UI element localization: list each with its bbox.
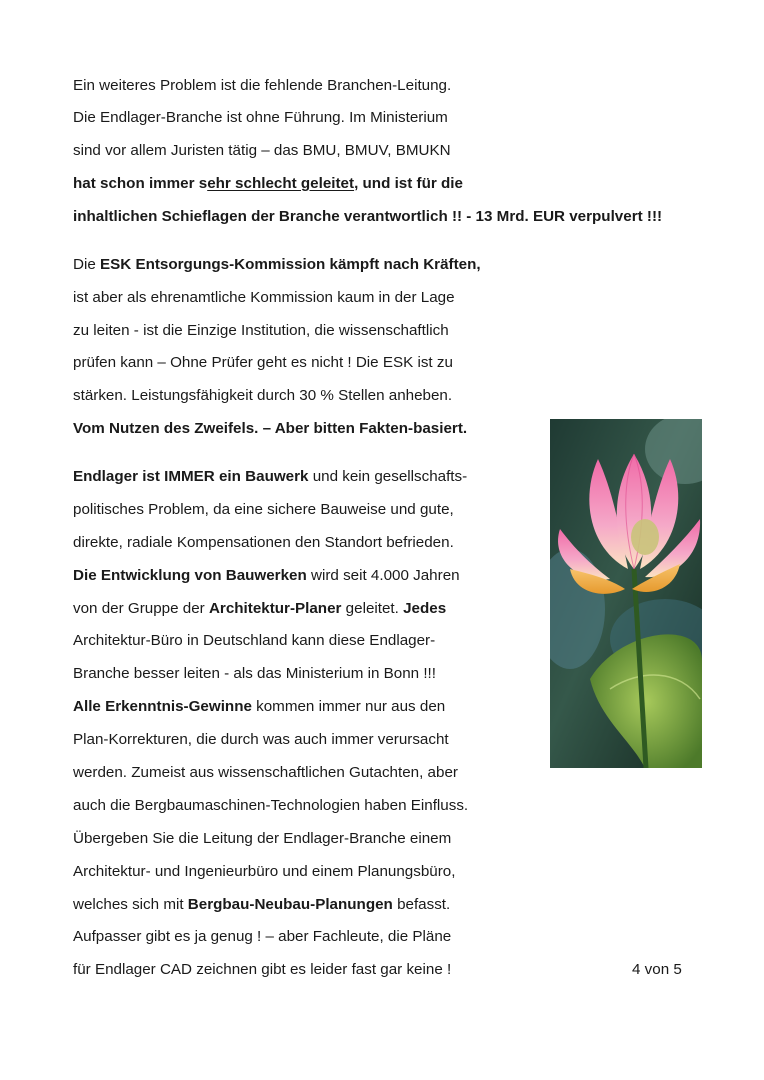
bold-text: Bergbau-Neubau-Planungen [187, 896, 393, 913]
text-line [73, 255, 481, 275]
bold-text: Jedes [403, 600, 447, 617]
text-run: welches sich mit [73, 896, 188, 913]
text-line: politisches Problem, da eine sichere Bauweise und gute, [73, 501, 454, 518]
text-line: Plan-Korrekturen, die durch was auch immer verursacht [73, 731, 449, 748]
text-line: Ein weiteres Problem ist die fehlende Branchen-Leitung. [73, 77, 452, 94]
text-line: Branche besser leiten - als das Ministerium in Bonn !!! [73, 665, 436, 682]
text-run: geleitet. [341, 600, 404, 617]
text-run: und kein gesellschafts- [308, 468, 468, 485]
text-line: Architektur- und Ingenieurbüro und einem Planungsbüro, [73, 863, 456, 880]
text-run: befasst. [392, 896, 451, 913]
bold-text: Alle Erkenntnis-Gewinne [73, 698, 252, 715]
bold-text: Architektur-Planer [208, 600, 342, 617]
bold-text: Vom Nutzen des Zweifels. – Aber bitten Fakten-basiert. [73, 420, 468, 437]
text-line [73, 895, 450, 915]
text-line: ist aber als ehrenamtliche Kommission kaum in der Lage [73, 289, 455, 306]
text-line: werden. Zumeist aus wissenschaftlichen Gutachten, aber [73, 764, 458, 781]
bold-text: hat schon immer s [73, 175, 208, 192]
text-line: Architektur-Büro in Deutschland kann diese Endlager- [73, 632, 436, 649]
text-run: wird seit 4.000 Jahren [306, 567, 460, 584]
text-line [73, 697, 445, 717]
text-run: Die [73, 256, 101, 273]
bold-text: Die Entwicklung von Bauwerken [73, 567, 307, 584]
text-run: kommen immer nur aus den [251, 698, 446, 715]
text-line: Übergeben Sie die Leitung der Endlager-Branche einem [73, 830, 452, 847]
page-number: 4 von 5 [632, 961, 682, 978]
text-line: prüfen kann – Ohne Prüfer geht es nicht ! Die ESK ist zu [73, 354, 453, 371]
bold-text: ESK Entsorgungs-Kommission kämpft nach Kräften, [100, 256, 481, 273]
text-line: Die Endlager-Branche ist ohne Führung. Im Ministerium [73, 109, 448, 126]
bold-text: , und ist für die [354, 175, 463, 192]
bold-text: inhaltlichen Schieflagen der Branche verantwortlich !! - 13 Mrd. EUR verpulvert !!! [73, 208, 663, 225]
text-line: stärken. Leistungsfähigkeit durch 30 % Stellen anheben. [73, 387, 453, 404]
text-line [73, 467, 467, 487]
text-run: von der Gruppe der [73, 600, 209, 617]
lotus-flower-image [550, 419, 702, 768]
underlined-text: ehr schlecht geleitet [207, 175, 355, 192]
text-line [73, 174, 463, 194]
text-line: direkte, radiale Kompensationen den Standort befrieden. [73, 534, 454, 551]
text-line: zu leiten - ist die Einzige Institution, die wissenschaftlich [73, 322, 449, 339]
text-line: Aufpasser gibt es ja genug ! – aber Fachleute, die Pläne [73, 928, 452, 945]
bold-text: Endlager ist IMMER ein Bauwerk [73, 468, 309, 485]
text-line [73, 566, 460, 586]
text-line: für Endlager CAD zeichnen gibt es leider fast gar keine ! [73, 961, 452, 978]
text-line: auch die Bergbaumaschinen-Technologien haben Einfluss. [73, 797, 469, 814]
text-line [73, 599, 446, 619]
text-line [73, 419, 467, 439]
text-line [73, 207, 662, 227]
text-line: sind vor allem Juristen tätig – das BMU, BMUV, BMUKN [73, 142, 451, 159]
